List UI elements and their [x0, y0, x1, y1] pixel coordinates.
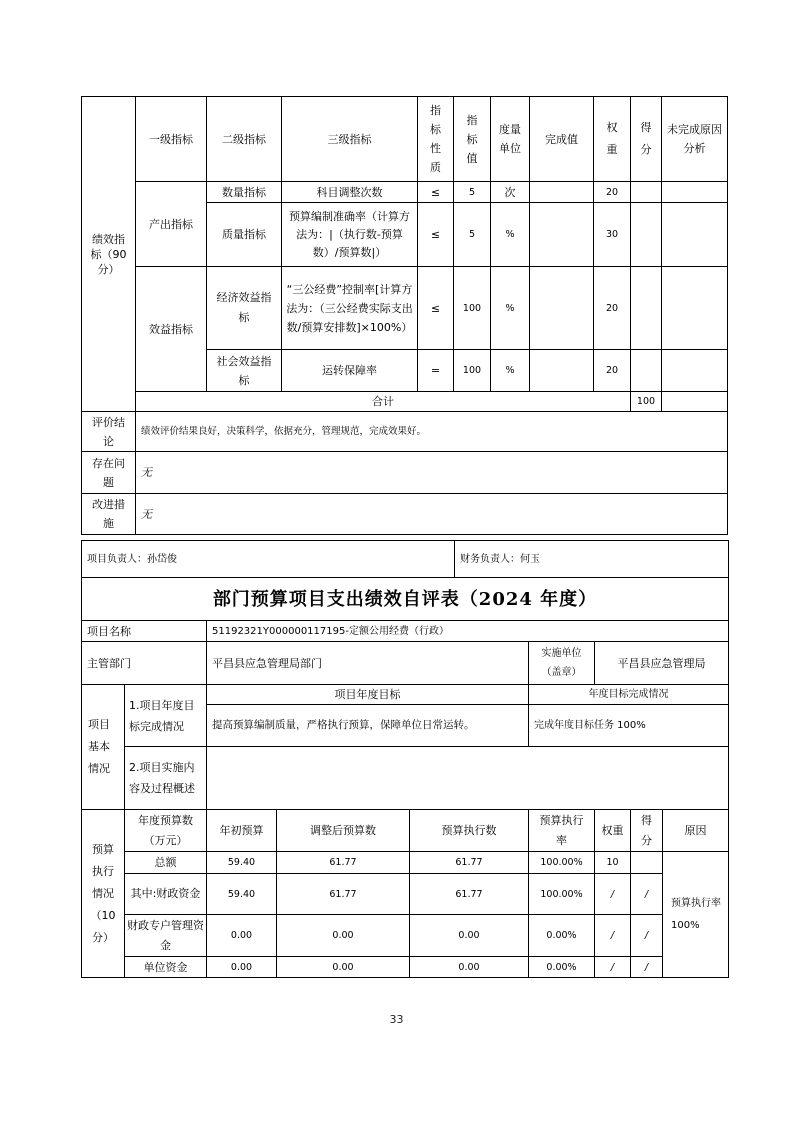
goal-done-header: 年度目标完成情况: [529, 685, 729, 705]
budget-header-rate: 预算执行率: [529, 810, 595, 852]
actual-cell: [530, 203, 594, 267]
self-eval-table: [81, 577, 729, 810]
dept-value: 平昌县应急管理局部门: [207, 642, 529, 685]
signature-table: [81, 540, 729, 578]
budget-header-initial: 年初预算: [207, 810, 277, 852]
nature-cell: ≤: [418, 182, 454, 203]
weight-cell: 30: [594, 203, 631, 267]
project-name-label: 项目名称: [82, 621, 207, 642]
unit-cell: %: [491, 267, 530, 350]
goal-label: 1.项目年度目标完成情况: [125, 685, 207, 747]
actual-cell: [530, 267, 594, 350]
budget-rate: 100.00%: [529, 852, 595, 874]
budget-score: /: [631, 915, 663, 957]
budget-adjusted: 61.77: [277, 874, 410, 915]
budget-weight: /: [595, 874, 631, 915]
level2-cell: 质量指标: [207, 203, 282, 267]
budget-initial: 0.00: [207, 957, 277, 978]
total-weight: 100: [631, 392, 662, 412]
actual-cell: [530, 350, 594, 392]
budget-executed: 0.00: [410, 957, 529, 978]
impl-unit-label: 实施单位（盖章）: [529, 642, 595, 685]
header-weight: 权重: [594, 97, 631, 182]
budget-rate: 100.00%: [529, 874, 595, 915]
budget-weight: /: [595, 915, 631, 957]
value-cell: 100: [454, 267, 491, 350]
budget-adjusted: 0.00: [277, 957, 410, 978]
level1-cell: 产出指标: [136, 182, 207, 267]
header-reason: 未完成原因分析: [662, 97, 728, 182]
weight-cell: 20: [594, 182, 631, 203]
budget-initial: 0.00: [207, 915, 277, 957]
goal-text: 提高预算编制质量，严格执行预算，保障单位日常运转。: [207, 705, 529, 747]
problems-label: 存在问题: [82, 452, 136, 494]
header-level1: 一级指标: [136, 97, 207, 182]
nature-cell: ≤: [418, 203, 454, 267]
budget-score: /: [631, 874, 663, 915]
page-number: 33: [389, 1013, 404, 1026]
budget-item: 其中:财政资金: [125, 874, 207, 915]
improvements-row: [82, 494, 728, 535]
table-row: [82, 915, 729, 957]
budget-rate: 0.00%: [529, 915, 595, 957]
goal-header: 项目年度目标: [207, 685, 529, 705]
dept-label: 主管部门: [82, 642, 207, 685]
budget-header-weight: 权重: [595, 810, 631, 852]
header-value: 指标值: [454, 97, 491, 182]
reason-cell: [662, 203, 728, 267]
reason-cell: [662, 267, 728, 350]
budget-score: [631, 852, 663, 874]
score-cell: [631, 203, 662, 267]
level3-cell: 预算编制准确率（计算方法为：|（执行数-预算数）/预算数|）: [282, 203, 418, 267]
value-cell: 5: [454, 182, 491, 203]
impl-content-text: [207, 747, 729, 810]
page-title: 部门预算项目支出绩效自评表（2024 年度）: [82, 578, 729, 621]
budget-executed: 61.77: [410, 852, 529, 874]
unit-cell: %: [491, 350, 530, 392]
impl-content-label: 2.项目实施内容及过程概述: [125, 747, 207, 810]
budget-executed: 61.77: [410, 874, 529, 915]
problems-row: [82, 452, 728, 494]
improve-text: 无: [136, 494, 728, 535]
header-unit: 度量单位: [491, 97, 530, 182]
basic-info-label: 项目基本情况: [82, 685, 125, 810]
level3-cell: “三公经费”控制率[计算方法为：（三公经费实际支出数/预算安排数]×100%）: [282, 267, 418, 350]
score-cell: [631, 182, 662, 203]
value-cell: 5: [454, 203, 491, 267]
budget-adjusted: 0.00: [277, 915, 410, 957]
score-cell: [631, 350, 662, 392]
level1-cell: 效益指标: [136, 267, 207, 392]
header-actual: 完成值: [530, 97, 594, 182]
table-row: [82, 874, 729, 915]
weight-cell: 20: [594, 267, 631, 350]
budget-weight: /: [595, 957, 631, 978]
budget-header-reason: 原因: [663, 810, 729, 852]
budget-adjusted: 61.77: [277, 852, 410, 874]
budget-section-label: 预算执行情况（10分）: [82, 810, 125, 978]
nature-cell: ≤: [418, 267, 454, 350]
conclusion-row: [82, 412, 728, 452]
budget-weight: 10: [595, 852, 631, 874]
header-score: 得分: [631, 97, 662, 182]
budget-execution-table: [81, 809, 729, 978]
unit-cell: %: [491, 203, 530, 267]
actual-cell: [530, 182, 594, 203]
budget-rate: 0.00%: [529, 957, 595, 978]
budget-item: 总额: [125, 852, 207, 874]
improve-label: 改进措施: [82, 494, 136, 535]
table-row: [82, 267, 728, 350]
budget-header-adjusted: 调整后预算数: [277, 810, 410, 852]
table-row: [82, 182, 728, 203]
level3-cell: 运转保障率: [282, 350, 418, 392]
goal-done-text: 完成年度目标任务 100%: [529, 705, 729, 747]
level2-cell: 数量指标: [207, 182, 282, 203]
total-score: [662, 392, 728, 412]
reason-cell: [662, 350, 728, 392]
reason-cell: [662, 182, 728, 203]
total-row: [82, 392, 728, 412]
problems-text: 无: [136, 452, 728, 494]
conclusion-text: 绩效评价结果良好，决策科学，依据充分，管理规范，完成效果好。: [136, 412, 728, 452]
score-cell: [631, 267, 662, 350]
conclusion-label: 评价结论: [82, 412, 136, 452]
performance-indicator-table: [81, 96, 728, 535]
total-label: 合计: [136, 392, 631, 412]
value-cell: 100: [454, 350, 491, 392]
budget-header-item: 年度预算数（万元）: [125, 810, 207, 852]
budget-item: 单位资金: [125, 957, 207, 978]
project-name-value: 51192321Y000000117195-定额公用经费（行政）: [207, 621, 729, 642]
header-nature: 指标性质: [418, 97, 454, 182]
header-level2: 二级指标: [207, 97, 282, 182]
impl-unit-value: 平昌县应急管理局: [595, 642, 729, 685]
level2-cell: 经济效益指标: [207, 267, 282, 350]
level3-cell: 科目调整次数: [282, 182, 418, 203]
budget-header-row: [82, 810, 729, 852]
budget-executed: 0.00: [410, 915, 529, 957]
header-level3: 三级指标: [282, 97, 418, 182]
header-row: [82, 97, 728, 182]
budget-header-executed: 预算执行数: [410, 810, 529, 852]
budget-initial: 59.40: [207, 852, 277, 874]
weight-cell: 20: [594, 350, 631, 392]
finance-lead: 财务负责人：何玉: [455, 541, 729, 578]
table-row: [82, 852, 729, 874]
budget-reason: 预算执行率100%: [663, 852, 729, 978]
perf-section-label: 绩效指标（90分）: [82, 97, 136, 412]
unit-cell: 次: [491, 182, 530, 203]
budget-item: 财政专户管理资金: [125, 915, 207, 957]
table-row: [82, 957, 729, 978]
budget-header-score: 得分: [631, 810, 663, 852]
level2-cell: 社会效益指标: [207, 350, 282, 392]
project-lead: 项目负责人：孙岱俊: [82, 541, 455, 578]
nature-cell: =: [418, 350, 454, 392]
budget-initial: 59.40: [207, 874, 277, 915]
budget-score: /: [631, 957, 663, 978]
